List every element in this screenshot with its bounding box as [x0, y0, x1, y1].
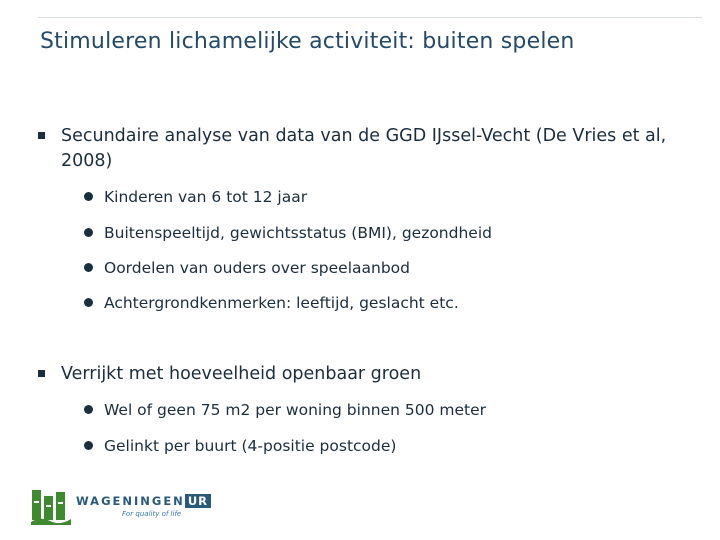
bullet-text: Kinderen van 6 tot 12 jaar [104, 188, 308, 206]
bullet-level1 [38, 362, 678, 387]
bullet-level2 [96, 400, 486, 420]
logo-wordmark-text: WAGENINGEN [76, 494, 185, 508]
square-bullet-icon [38, 132, 45, 139]
bullet-text: Achtergrondkenmerken: leeftijd, geslacht etc. [104, 294, 459, 312]
bullet-level2 [96, 187, 307, 207]
round-bullet-icon [84, 405, 93, 414]
title-divider [38, 17, 702, 18]
bullet-level1 [38, 124, 678, 174]
bullet-text: Wel of geen 75 m2 per woning binnen 500 meter [104, 401, 487, 419]
bullet-text: Verrijkt met hoeveelheid openbaar groen [61, 364, 422, 384]
slide-title: Stimuleren lichamelijke activiteit: buiten spelen [40, 29, 575, 54]
round-bullet-icon [84, 441, 93, 450]
round-bullet-icon [84, 228, 93, 237]
bullet-level2 [96, 258, 410, 278]
bullet-level2 [96, 436, 396, 456]
bullet-text: Oordelen van ouders over speelaanbod [104, 259, 410, 277]
logo-wordmark-suffix: UR [185, 494, 211, 508]
bullet-level2 [96, 293, 459, 313]
logo-tagline: For quality of life [122, 510, 182, 518]
round-bullet-icon [84, 192, 93, 201]
bullet-text: Buitenspeeltijd, gewichtsstatus (BMI), gezondheid [104, 224, 492, 242]
bullet-level2 [96, 223, 492, 243]
logo-wordmark [76, 494, 211, 508]
round-bullet-icon [84, 263, 93, 272]
bullet-text: Secundaire analyse van data van de GGD IJssel-Vecht (De Vries et al, 2008) [61, 126, 667, 171]
round-bullet-icon [84, 298, 93, 307]
wageningen-ur-logo [30, 488, 230, 528]
wageningen-logo-mark-icon [30, 488, 72, 526]
square-bullet-icon [38, 370, 45, 377]
bullet-text: Gelinkt per buurt (4-positie postcode) [104, 437, 397, 455]
